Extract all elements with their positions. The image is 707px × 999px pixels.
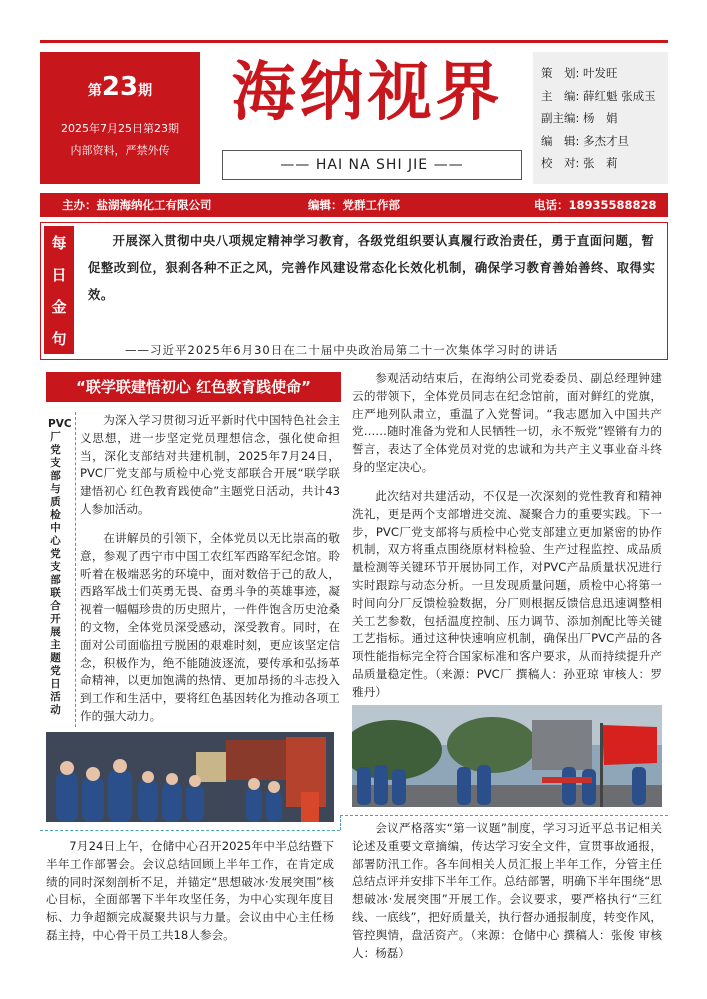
quote-tag-char: 每 (51, 234, 67, 252)
article1-paragraph-3: 参观活动结束后，在海纳公司党委委员、副总经理钟建云的带领下，全体党员同志在纪念馆前，面对鲜红的党旗，庄严地列队肃立，重温了入党誓词。“我志愿加入中国共产党……随时准备为党和人民牺牲一切，永不叛党”铿锵有力的誓言，表达了全体党员对党的忠诚和为共产主义事业奋斗终身的坚定决心。 (352, 371, 662, 474)
quote-tag-char: 金 (51, 298, 67, 316)
section-divider (340, 815, 668, 816)
masthead-pinyin: —— HAI NA SHI JIE —— (222, 150, 522, 180)
article-title: “联学联建悟初心 红色教育践使命” (46, 372, 341, 402)
article1-paragraph-4: 此次结对共建活动，不仅是一次深刻的党性教育和精神洗礼，更是两个支部增进交流、凝聚合力的重要实践。下一步，PVC厂党支部将与质检中心党支部建立更加紧密的协作机制，双方将重点围绕原材料检验、生产过程监控、成品质量检测等关键环节开展协同工作，对PVC产品质量状况进行实时跟踪与动态分析。一旦发现质量问题，质检中心将第一时间向分厂反馈检验数据，分厂则根据反馈信息迅速调整相关工艺参数，包括温度控制、压力调节、添加剂配比等关键工艺指标。通过这种快速响应机制，确保出厂PVC产品的各项性能指标完全符合国家标准和客户要求，从而持续提升产品质量稳定性。（来源：PVC厂 撰稿人：孙亚琼 审核人：罗雅丹） (352, 489, 662, 699)
banner-editor: 编辑：党群工作部 (308, 198, 400, 212)
issue-number: 第23期 (87, 72, 153, 102)
issue-note: 内部资料，严禁外传 (70, 144, 170, 157)
staff-list (533, 52, 668, 184)
daily-quote-tag (44, 226, 74, 354)
staff-chief-editor: 主 编: 薛红魁 张成玉 (541, 88, 656, 103)
staff-editor: 编 辑: 多杰才旦 (541, 133, 630, 148)
section-divider (340, 815, 341, 830)
article-vertical-subtitle: PVC厂党支部与质检中心党支部联合开展主题党日活动 (48, 418, 72, 716)
article2-paragraph-1: 7月24日上午，仓储中心召开2025年中半总结暨下半年工作部署会。会议总结回顾上半年工作，在肯定成绩的同时深刻剖析不足，并锚定“思想破冰·发展突围”核心目标，全面部署下半年攻坚任务，为中心实现年度目标、力争超额完成凝聚共识与力量。会议由中心主任杨磊主持，中心骨干员工共18人参会。 (46, 839, 334, 942)
masthead-title: 海纳视界 (231, 55, 504, 130)
oath-ceremony-photo (352, 705, 662, 807)
banner-host: 主办：盐湖海纳化工有限公司 (62, 198, 212, 212)
museum-visit-photo (46, 732, 334, 822)
article1-paragraph-1: 为深入学习贯彻习近平新时代中国特色社会主义思想，进一步坚定党员理想信念，强化使命担当，深化支部结对共建机制，2025年7月24日，PVC厂党支部与质检中心党支部联合开展“联学联建悟初心 红色教育践使命”主题党日活动，共计43人参加活动。 (80, 413, 340, 516)
staff-planner: 策 划: 叶发旺 (541, 66, 618, 80)
museum-visit-illustration (46, 732, 334, 822)
staff-proofreader: 校 对: 张 莉 (541, 156, 618, 170)
article2-paragraph-2: 会议严格落实“第一议题”制度，学习习近平总书记相关论述及重要文章摘编，传达学习安全文件，宣贯事故通报，部署防汛工作。各车间相关人员汇报上半年工作，分管主任总结点评并安排下半年工作。总结部署，明确下半年围绕“思想破冰·发展突围”开展工作。会议要求，要严格执行“三红线、一底线”，把好质量关，执行督办通报制度，转变作风，管控舆情，盘活资产。（来源：仓储中心 撰稿人：张俊 审核人：杨磊） (352, 821, 662, 960)
top-rule (40, 40, 668, 43)
daily-quote-source: ——习近平2025年6月30日在二十届中央政治局第二十一次集体学习时的讲话 (125, 343, 559, 357)
section-divider (40, 830, 340, 831)
banner-phone: 电话：18935588828 (534, 198, 657, 212)
staff-deputy-editor: 副主编: 杨 娟 (541, 111, 618, 125)
issue-date: 2025年7月25日第23期 (61, 122, 179, 135)
quote-tag-char: 句 (51, 330, 67, 348)
info-banner (40, 193, 668, 217)
vertical-divider (75, 412, 76, 727)
issue-box (40, 52, 200, 184)
daily-quote-text: 开展深入贯彻中央八项规定精神学习教育，各级党组织要认真履行政治责任，勇于直面问题，暂促整改到位，狠刹各种不正之风，完善作风建设常态化长效化机制，确保学习教育善始善终、取得实效。 (88, 234, 656, 302)
article1-paragraph-2: 在讲解员的引领下，全体党员以无比崇高的敬意，参观了西宁市中国工农红军西路军纪念馆。聆听着在极端恶劣的环境中，面对数倍于己的敌人，西路军战士们英勇无畏、奋勇斗争的英雄事迹，凝视着一幅幅珍贵的历史照片，一件件饱含历史沧桑的文物，全体党员深受感动，深受教育。同时，在面对公司面临扭亏脱困的艰难时刻，更应该坚定信念，积极作为，绝不能随波逐流，要传承和弘扬革命精神，以更加饱满的热情、更加昂扬的斗志投入到工作和生活中，要将红色基因转化为推动各项工作的强大动力。 (80, 531, 340, 723)
oath-ceremony-illustration (352, 705, 662, 807)
quote-tag-char: 日 (51, 266, 67, 284)
